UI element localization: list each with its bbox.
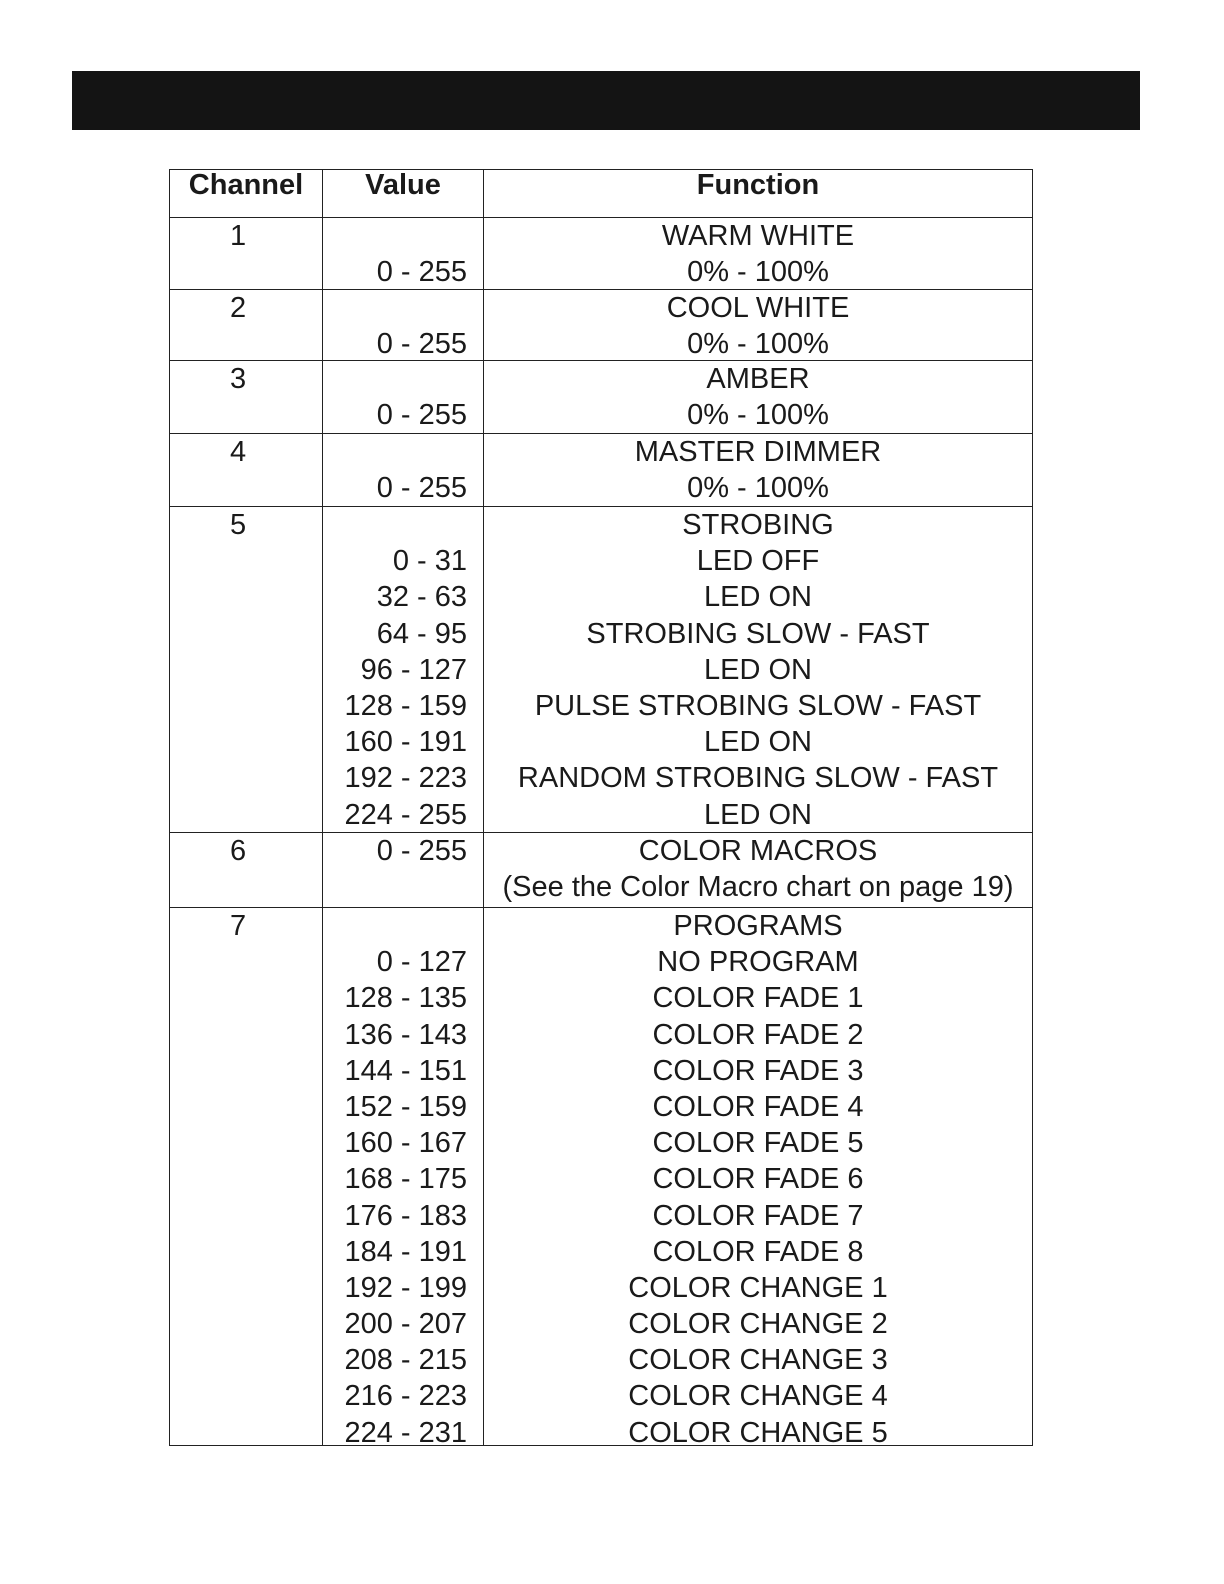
channel-number: 2: [230, 292, 247, 324]
function-cell: [483, 290, 1032, 360]
value-range: 144 - 151: [344, 1054, 467, 1087]
table-header-row: [170, 170, 1032, 218]
value-range: 0 - 127: [376, 946, 467, 979]
value-range: 0 - 255: [376, 472, 467, 505]
function-label: LED OFF: [696, 545, 820, 578]
value-range: 128 - 135: [344, 982, 467, 1015]
function-label: COLOR CHANGE 5: [628, 1416, 888, 1449]
function-label: COLOR CHANGE 1: [628, 1271, 888, 1304]
function-label: COLOR FADE 6: [652, 1163, 864, 1196]
function-label: NO PROGRAM: [657, 946, 859, 979]
value-range: 0 - 255: [376, 328, 467, 361]
channel-number: 4: [230, 436, 247, 468]
value-range: [323, 290, 467, 326]
channel-number: 7: [230, 910, 247, 942]
value-range: 96 - 127: [360, 653, 467, 686]
channel-group-4: [170, 434, 1032, 507]
value-range: [323, 507, 467, 543]
value-range: [323, 218, 467, 254]
channel-group-2: [170, 290, 1032, 361]
function-label: COLOR FADE 7: [652, 1199, 864, 1232]
value-cell: [322, 361, 483, 433]
channel-number: 3: [230, 363, 247, 395]
function-label: PROGRAMS: [673, 910, 843, 942]
value-cell: [322, 507, 483, 832]
value-range: 64 - 95: [376, 617, 467, 650]
function-label: STROBING: [682, 509, 834, 541]
function-label: COOL WHITE: [666, 292, 850, 324]
value-range: 0 - 255: [376, 256, 467, 289]
channel-group-3: [170, 361, 1032, 434]
value-cell: [322, 290, 483, 360]
value-range: 208 - 215: [344, 1344, 467, 1377]
function-label: 0% - 100%: [687, 328, 829, 361]
value-range: 160 - 167: [344, 1127, 467, 1160]
function-label: COLOR FADE 8: [652, 1235, 864, 1268]
function-cell: [483, 218, 1032, 289]
function-label: 0% - 100%: [687, 256, 829, 289]
value-range: 168 - 175: [344, 1163, 467, 1196]
function-label: STROBING SLOW - FAST: [586, 617, 930, 650]
value-range: 200 - 207: [344, 1308, 467, 1341]
header-function: Function: [483, 170, 1032, 217]
header-bar: [72, 71, 1140, 130]
channel-group-6: [170, 833, 1032, 908]
function-label: COLOR CHANGE 2: [628, 1308, 888, 1341]
function-cell: [483, 833, 1032, 907]
channel-number: 1: [230, 220, 247, 252]
function-label: LED ON: [704, 653, 812, 686]
value-cell: [322, 833, 483, 907]
function-label: (See the Color Macro chart on page 19): [502, 871, 1014, 904]
channel-group-1: [170, 218, 1032, 290]
function-label: COLOR FADE 3: [652, 1054, 864, 1087]
function-label: COLOR FADE 2: [652, 1018, 864, 1051]
function-label: MASTER DIMMER: [634, 436, 882, 468]
value-range: [323, 908, 467, 944]
value-range: 160 - 191: [344, 726, 467, 759]
value-cell: [322, 218, 483, 289]
function-label: RANDOM STROBING SLOW - FAST: [517, 762, 999, 795]
channel-group-7: [170, 908, 1032, 1449]
function-cell: [483, 361, 1032, 433]
value-range: 224 - 231: [344, 1416, 467, 1449]
table-body: [170, 218, 1032, 1449]
function-label: 0% - 100%: [687, 399, 829, 432]
function-label: COLOR FADE 1: [652, 982, 864, 1015]
value-range: 216 - 223: [344, 1380, 467, 1413]
value-range: 184 - 191: [344, 1235, 467, 1268]
channel-number: 5: [230, 509, 247, 541]
dmx-channel-table: [169, 169, 1033, 1449]
function-label: PULSE STROBING SLOW - FAST: [534, 689, 982, 722]
value-range: [323, 869, 467, 905]
value-range: 32 - 63: [376, 581, 467, 614]
function-label: AMBER: [706, 363, 810, 395]
function-cell: [483, 908, 1032, 1449]
function-label: 0% - 100%: [687, 472, 829, 505]
header-channel: Channel: [188, 169, 304, 201]
value-range: 176 - 183: [344, 1199, 467, 1232]
value-range: [323, 361, 467, 397]
value-range: 224 - 255: [344, 798, 467, 831]
value-range: 136 - 143: [344, 1018, 467, 1051]
function-label: COLOR CHANGE 3: [628, 1344, 888, 1377]
channel-group-5: [170, 507, 1032, 833]
function-label: COLOR FADE 5: [652, 1127, 864, 1160]
function-label: WARM WHITE: [661, 220, 855, 252]
function-label: LED ON: [704, 581, 812, 614]
header-value: Value: [322, 170, 483, 217]
value-range: 0 - 255: [376, 835, 467, 867]
channel-number: 6: [230, 835, 247, 867]
function-label: COLOR MACROS: [638, 835, 878, 867]
value-range: 192 - 223: [344, 762, 467, 795]
value-cell: [322, 908, 483, 1449]
value-cell: [322, 434, 483, 506]
function-label: LED ON: [704, 798, 812, 831]
function-cell: [483, 507, 1032, 832]
value-range: [323, 434, 467, 470]
value-range: 0 - 31: [392, 545, 467, 578]
function-cell: [483, 434, 1032, 506]
function-label: COLOR CHANGE 4: [628, 1380, 888, 1413]
function-label: COLOR FADE 4: [652, 1090, 864, 1123]
value-range: 192 - 199: [344, 1271, 467, 1304]
function-label: LED ON: [704, 726, 812, 759]
value-range: 0 - 255: [376, 399, 467, 432]
value-range: 152 - 159: [344, 1090, 467, 1123]
value-range: 128 - 159: [344, 689, 467, 722]
